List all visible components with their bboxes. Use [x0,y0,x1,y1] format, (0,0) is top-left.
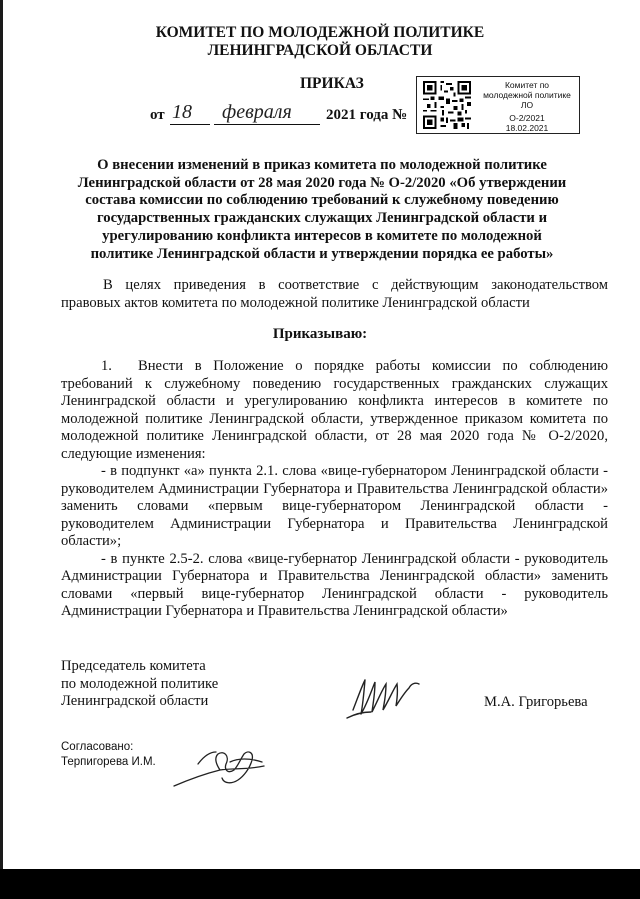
chairman-signature [345,670,435,722]
issuer-line-2: ЛЕНИНГРАДСКОЙ ОБЛАСТИ [207,42,433,59]
month-underline [214,124,320,125]
approval-note [61,740,156,770]
approval-label: Согласовано: [61,741,134,753]
qr-code-icon [423,81,471,129]
position-line-3: Ленинградской области [61,693,209,709]
preamble-paragraph: В целях приведения в соответствие с действующим законодательством правовых актов комитета по молодежной политике Ленинградской области [61,277,608,311]
stamp-number: О-2/2021 [509,113,545,123]
stamp-text [477,80,577,133]
item-1-number: 1. [101,358,112,374]
order-word: Приказываю: [272,326,368,342]
date-month: февраля [222,101,292,123]
doc-type: ПРИКАЗ [300,75,364,92]
position-line-2: по молодежной политике [61,675,219,692]
stamp-date: 18.02.2021 [505,123,549,133]
item-1-paragraph [61,358,608,463]
date-year: 2021 года № [326,107,408,123]
date-day: 18 [172,101,192,123]
position-line-1: Председатель комитета [61,658,206,674]
stamp-line-3: ЛО [520,100,534,110]
issuer-line-1: КОМИТЕТ ПО МОЛОДЕЖНОЙ ПОЛИТИКЕ [155,24,485,41]
scan-edge-left [0,0,3,899]
item-1-text: Внести в Положение о порядке работы комиссии по соблюдению требований к служебному поведению государственных гражданских служащих Ленинградской области и урегулированию конфликта интересов в комитете по молодежной политике Ленинградской области, утвержденное приказом комитета по молодежной политике Ленинградской области, от 28 мая 2020 года № О-2/2020, следующие изменения: [61,358,608,462]
signatory-position [61,658,218,711]
order-title: О внесении изменений в приказ комитета по молодежной политике Ленинградской области от 28 мая 2020 года № О-2/2020 «Об утверждении состава комиссии по соблюдению требований к служебному поведению государственных гражданских служащих Ленинградской области и урегулированию конфликта интересов в комитете по молодежной политике Ленинградской области и утверждении порядка ее работы» [77,157,567,262]
registration-stamp [416,76,580,134]
day-underline [170,124,210,125]
issuer-header [0,24,640,60]
signatory-name: М.А. Григорьева [484,694,588,710]
approver-signature [168,740,278,792]
order-item-1 [61,358,608,621]
approval-name: Терпигорева И.М. [61,756,156,768]
stamp-line-1: Комитет по [504,80,550,90]
scan-edge-bottom [0,869,640,899]
stamp-line-2: молодежной политике [483,90,571,100]
item-1-change-1: - в подпункт «а» пункта 2.1. слова «вице-губернатором Ленинградской области - руководителем Администрации Губернатора и Правительства Ленинградской области» заменить словами «первым вице-губернатором Ленинградской области - руководителем Администрации Губернатора и Правительства Ленинградской области»; [61,463,608,549]
date-prefix: от [150,107,165,123]
item-1-change-2: - в пункте 2.5-2. слова «вице-губернатор Ленинградской области - руководитель Администрации Губернатора и Правительства Ленинградской области» заменить словами «первый вице-губернатор Ленинградской области - руководитель Администрации Губернатора и Правительства Ленинградской области» [61,550,608,619]
